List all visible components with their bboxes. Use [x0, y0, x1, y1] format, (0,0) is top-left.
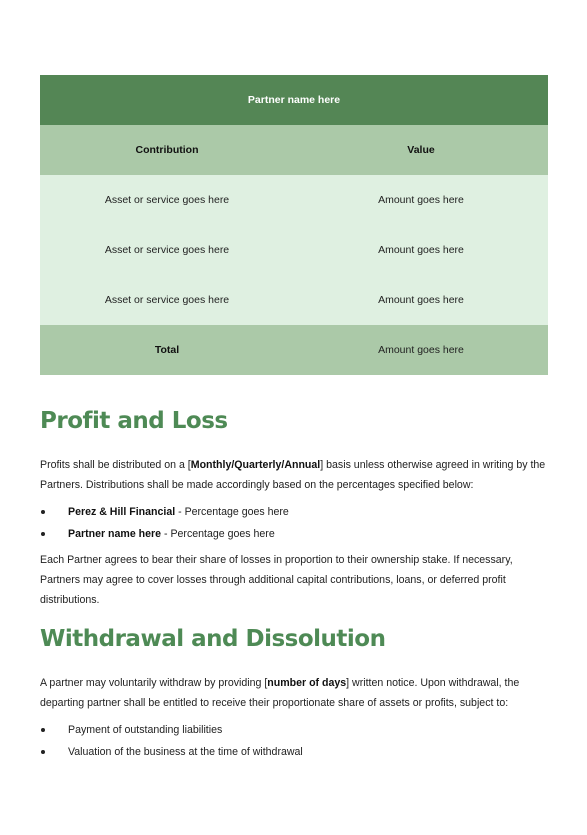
distribution-frequency-placeholder: Monthly/Quarterly/Annual — [190, 459, 321, 471]
profit-distribution-paragraph — [40, 455, 550, 495]
asset-cell: Asset or service goes here — [40, 275, 294, 325]
withdrawal-paragraph — [40, 673, 550, 713]
table-row — [40, 225, 548, 275]
column-header-value: Value — [294, 125, 548, 175]
partner-name: Partner name here — [68, 528, 162, 540]
withdrawal-conditions-list — [40, 719, 540, 763]
contribution-table — [40, 75, 548, 375]
asset-cell: Asset or service goes here — [40, 225, 294, 275]
table-title-row — [40, 75, 548, 125]
list-item — [40, 501, 540, 523]
table-header-row — [40, 125, 548, 175]
profit-loss-heading: Profit and Loss — [40, 408, 228, 434]
column-header-contribution: Contribution — [40, 125, 294, 175]
paragraph-text: ] written notice. Upon withdrawal, the departing partner shall be entitled to receive their proportionate share of assets or profits, subject to: — [40, 677, 520, 709]
percentage-text: - Percentage goes here — [175, 506, 289, 518]
bullet-icon — [41, 532, 45, 536]
list-item — [40, 741, 540, 763]
amount-cell: Amount goes here — [294, 175, 548, 225]
list-item — [40, 719, 540, 741]
paragraph-text: A partner may voluntarily withdraw by providing [ — [40, 677, 268, 689]
condition-text: Payment of outstanding liabilities — [68, 724, 223, 736]
table-row — [40, 175, 548, 225]
table-row — [40, 275, 548, 325]
total-label: Total — [40, 325, 294, 375]
list-item — [40, 523, 540, 545]
condition-text: Valuation of the business at the time of withdrawal — [68, 746, 303, 758]
bullet-icon — [41, 728, 45, 732]
partner-name-cell: Partner name here — [40, 75, 548, 125]
asset-cell: Asset or service goes here — [40, 175, 294, 225]
paragraph-text: ] basis unless otherwise agreed in writing by the Partners. Distributions shall be made accordingly based on the percentages specified below: — [40, 459, 546, 491]
losses-paragraph: Each Partner agrees to bear their share of losses in proportion to their ownership stake. If necessary, Partners may agree to cover losses through additional capital contributions, loans, or deferred profit distributions. — [40, 554, 513, 606]
partner-name: Perez & Hill Financial — [68, 506, 176, 518]
table-total-row — [40, 325, 548, 375]
paragraph-text: Profits shall be distributed on a [ — [40, 459, 191, 471]
percentage-text: - Percentage goes here — [161, 528, 275, 540]
bullet-icon — [41, 510, 45, 514]
partner-percentage-list — [40, 501, 540, 545]
total-amount: Amount goes here — [294, 325, 548, 375]
notice-days-placeholder: number of days — [267, 677, 347, 689]
bullet-icon — [41, 750, 45, 754]
amount-cell: Amount goes here — [294, 225, 548, 275]
withdrawal-heading: Withdrawal and Dissolution — [40, 626, 386, 652]
amount-cell: Amount goes here — [294, 275, 548, 325]
